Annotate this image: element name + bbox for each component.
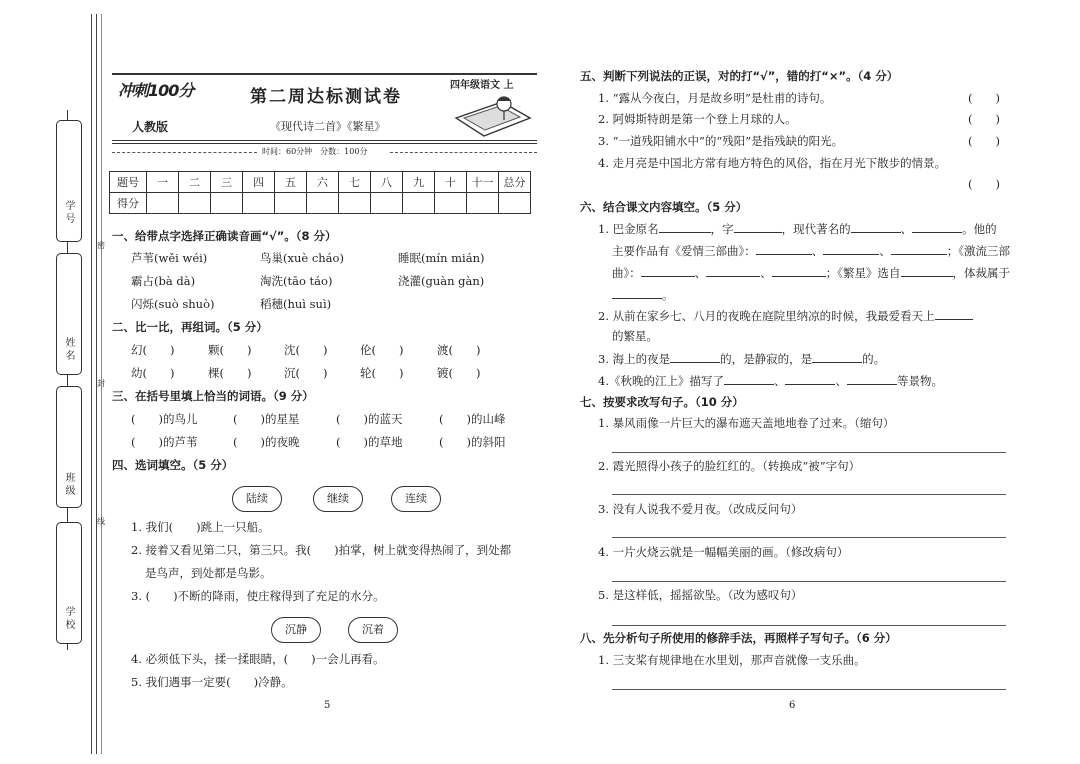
q4-sentence-5[interactable]: 5. 我们遇事一定要( )冷静。 <box>131 675 293 689</box>
q6-text: 3. 海上的夜是 <box>598 352 671 366</box>
q2-item[interactable]: 轮( ) <box>360 366 404 380</box>
q7-sentence-1: 1. 暴风雨像一片巨大的瀑布遮天盖地地卷了过来。（缩句） <box>598 416 895 430</box>
field-xuehao[interactable] <box>56 120 82 242</box>
q3-item[interactable]: ( )的鸟儿 <box>131 412 198 426</box>
word-cloud: 沉着 <box>348 617 398 643</box>
q6-text: 、 <box>835 374 847 388</box>
book-illustration-icon <box>452 92 534 146</box>
q6-sentence-4 <box>598 373 943 388</box>
score-cell-header: 二 <box>179 172 211 193</box>
q5-statement-2: 2. 阿姆斯特朗是第一个登上月球的人。 <box>598 112 797 126</box>
seal-feng: 封 <box>97 379 105 388</box>
score-cell-header: 一 <box>147 172 179 193</box>
score-cell-header: 十一 <box>467 172 499 193</box>
q6-text: 4.《秋晚的江上》描写了 <box>598 374 724 388</box>
score-input-cell[interactable] <box>243 193 275 214</box>
q6-text: 、 <box>760 266 772 280</box>
q6-blank[interactable] <box>772 265 826 277</box>
header-top-rule <box>112 73 537 75</box>
q2-item[interactable]: 沈( ) <box>284 343 328 357</box>
q3-item[interactable]: ( )的蓝天 <box>336 412 403 426</box>
header-bottom-rule-2 <box>112 143 537 144</box>
label-xuehao: 学 号 <box>63 200 74 224</box>
q6-text: 、 <box>694 266 707 280</box>
q6-text: ，现代著名的 <box>781 222 851 236</box>
q6-line-2 <box>612 243 1010 258</box>
q5-bracket-2[interactable]: ( ) <box>968 112 1000 126</box>
q1-item[interactable]: 淘洗(tāo táo) <box>260 274 333 288</box>
q4-sentence-1[interactable]: 1. 我们( )跳上一只船。 <box>131 520 270 534</box>
q6-blank[interactable] <box>847 373 897 385</box>
q6-text: 、 <box>879 244 891 258</box>
q4-sentence-3[interactable]: 3. ( )不断的降雨，使庄稼得到了充足的水分。 <box>131 589 385 603</box>
q5-bracket-1[interactable]: ( ) <box>968 91 1000 105</box>
q6-text: 。他的 <box>962 222 997 236</box>
q2-item[interactable]: 颗( ) <box>208 343 252 357</box>
q3-item[interactable]: ( )的星星 <box>233 412 300 426</box>
q1-item[interactable]: 鸟巢(xuè cháo) <box>260 251 344 265</box>
q2-item[interactable]: 沉( ) <box>284 366 328 380</box>
q8-sentence-1: 1. 三支桨有规律地在水里划，那声音就像一支乐曲。 <box>598 653 866 667</box>
score-input-cell[interactable] <box>211 193 243 214</box>
score-cell-header: 七 <box>339 172 371 193</box>
q6-text: 、 <box>811 244 824 258</box>
q2-item[interactable]: 镀( ) <box>437 366 481 380</box>
q6-text: 1. 巴金原名 <box>598 222 659 236</box>
answer-line[interactable] <box>612 689 1006 690</box>
grade-label: 四年级语文 上 <box>450 80 514 91</box>
q5-bracket-3[interactable]: ( ) <box>968 134 1000 148</box>
seal-xian: 线 <box>97 517 105 526</box>
q5-title: 五、判断下列说法的正误，对的打“√”，错的打“×”。（4 分） <box>580 69 899 83</box>
meta-rule-right <box>390 152 537 154</box>
edition-label: 人教版 <box>132 120 169 134</box>
page-number-right: 6 <box>789 700 796 711</box>
word-cloud: 连续 <box>391 486 441 512</box>
q6-blank[interactable] <box>935 308 973 320</box>
binding-line-1 <box>91 14 92 754</box>
q1-item[interactable]: 稻穗(huì suì) <box>260 297 332 311</box>
q6-sentence-2-cont: 的繁星。 <box>612 329 658 343</box>
q3-item[interactable]: ( )的草地 <box>336 435 403 449</box>
q4-sentence-2-cont: 是鸟声，到处都是鸟影。 <box>145 566 272 580</box>
q6-line-4 <box>612 287 674 302</box>
q6-text: 曲》： <box>612 266 641 280</box>
score-input-cell[interactable] <box>499 193 531 214</box>
q6-text: 的。 <box>862 352 886 366</box>
q6-blank[interactable] <box>901 265 953 277</box>
score-input-cell[interactable] <box>467 193 499 214</box>
label-banji: 班 级 <box>63 472 74 496</box>
q3-item[interactable]: ( )的山峰 <box>439 412 506 426</box>
q6-blank[interactable] <box>812 351 862 363</box>
answer-line[interactable] <box>612 581 1006 582</box>
score-input-cell[interactable] <box>275 193 307 214</box>
q6-blank[interactable] <box>612 287 662 299</box>
q6-title: 六、结合课文内容填空。（5 分） <box>580 200 748 214</box>
q6-text: ；《繁星》选自 <box>825 266 901 280</box>
q7-title: 七、按要求改写句子。（10 分） <box>580 395 744 409</box>
exam-title: 第二周达标测试卷 <box>250 87 402 107</box>
q1-item[interactable]: 浇灌(guàn gàn) <box>398 274 485 288</box>
answer-line[interactable] <box>612 625 1006 626</box>
q4-sentence-2[interactable]: 2. 接着又看见第二只，第三只。我( )拍掌，树上就变得热闹了，到处都 <box>131 543 512 557</box>
q7-sentence-3: 3. 没有人说我不爱月夜。（改成反问句） <box>598 502 803 516</box>
q3-item[interactable]: ( )的夜晚 <box>233 435 300 449</box>
score-table-header-row <box>110 172 531 193</box>
word-cloud: 沉静 <box>271 617 321 643</box>
q7-sentence-5: 5. 是这样低，摇摇欲坠。（改为感叹句） <box>598 588 803 602</box>
q6-text: 、 <box>773 374 786 388</box>
label-xingming: 姓 名 <box>63 337 74 361</box>
score-table <box>109 171 531 214</box>
q1-item[interactable]: 闪烁(suò shuò) <box>131 297 215 311</box>
q6-text: 的，是静寂的，是 <box>720 352 813 366</box>
q1-item[interactable]: 霸占(bà dà) <box>131 274 196 288</box>
q6-sentence-2 <box>598 308 973 323</box>
score-input-cell[interactable] <box>403 193 435 214</box>
score-cell-header: 总分 <box>499 172 531 193</box>
q2-item[interactable]: 幻( ) <box>131 343 175 357</box>
score-input-cell[interactable] <box>339 193 371 214</box>
q6-text: 、 <box>900 222 913 236</box>
score-input-cell[interactable] <box>435 193 467 214</box>
score-table-score-row <box>110 193 531 214</box>
q6-line-3 <box>612 265 1010 280</box>
answer-line[interactable] <box>612 537 1006 538</box>
q4-sentence-4[interactable]: 4. 必须低下头，揉一揉眼睛，( )一会儿再看。 <box>131 652 385 666</box>
seal-mi: 密 <box>97 241 105 250</box>
q5-statement-4: 4. 走月亮是中国北方常有地方特色的风俗，指在月光下散步的情景。 <box>598 156 947 170</box>
q2-item[interactable]: 幼( ) <box>131 366 175 380</box>
q6-blank[interactable] <box>659 221 711 233</box>
exam-meta: 时间：60分钟 分数：100分 <box>262 147 368 156</box>
brand-logo: 冲刺100分 <box>118 81 194 100</box>
q6-blank[interactable] <box>670 351 720 363</box>
score-cell-header: 三 <box>211 172 243 193</box>
q6-blank[interactable] <box>891 243 947 255</box>
q5-statement-1: 1. “露从今夜白，月是故乡明”是杜甫的诗句。 <box>598 91 832 105</box>
q6-blank[interactable] <box>734 221 782 233</box>
q6-line-1 <box>598 221 997 236</box>
score-cell-header: 六 <box>307 172 339 193</box>
q3-item[interactable]: ( )的芦苇 <box>131 435 198 449</box>
score-cell-header: 五 <box>275 172 307 193</box>
q6-sentence-3 <box>598 351 885 366</box>
q3-item[interactable]: ( )的斜阳 <box>439 435 506 449</box>
score-cell-header: 八 <box>371 172 403 193</box>
q6-blank[interactable] <box>823 243 879 255</box>
q8-title: 八、先分析句子所使用的修辞手法，再照样子写句子。（6 分） <box>580 631 897 645</box>
q3-title: 三、在括号里填上恰当的词语。（9 分） <box>112 389 314 403</box>
page-number-left: 5 <box>324 700 331 711</box>
q2-item[interactable]: 渡( ) <box>437 343 481 357</box>
answer-line[interactable] <box>612 494 1006 495</box>
label-xuexiao: 学 校 <box>63 606 74 630</box>
q6-blank[interactable] <box>912 221 962 233</box>
q6-blank[interactable] <box>724 373 774 385</box>
score-row-label: 得分 <box>110 193 147 214</box>
header-bottom-rule <box>112 140 537 141</box>
q5-bracket-4[interactable]: ( ) <box>968 177 1000 191</box>
score-cell-header: 十 <box>435 172 467 193</box>
q6-text: ，字 <box>710 222 734 236</box>
q7-sentence-4: 4. 一片火烧云就是一幅幅美丽的画。（修改病句） <box>598 545 849 559</box>
q6-text: 2. 从前在家乡七、八月的夜晚在庭院里纳凉的时候，我最爱看天上 <box>598 309 935 323</box>
score-input-cell[interactable] <box>147 193 179 214</box>
score-cell-header: 题号 <box>110 172 147 193</box>
score-input-cell[interactable] <box>307 193 339 214</box>
q1-item[interactable]: 芦苇(wěi wéi) <box>131 251 208 265</box>
score-cell-header: 九 <box>403 172 435 193</box>
q6-blank[interactable] <box>706 265 760 277</box>
q2-title: 二、比一比，再组词。（5 分） <box>112 320 268 334</box>
q2-item[interactable]: 棵( ) <box>208 366 252 380</box>
q6-blank[interactable] <box>641 265 695 277</box>
q6-text: ，体裁属于 <box>952 266 1010 280</box>
q1-title: 一、给带点字选择正确读音画“√”。（8 分） <box>112 229 337 243</box>
q6-text: 。 <box>662 288 674 302</box>
q5-statement-3: 3. “一道残阳铺水中”的“残阳”是指残缺的阳光。 <box>598 134 844 148</box>
q4-title: 四、选词填空。（5 分） <box>112 458 234 472</box>
q6-text: ；《激流三部 <box>946 244 1010 258</box>
q2-item[interactable]: 伦( ) <box>360 343 404 357</box>
q6-blank[interactable] <box>785 373 835 385</box>
q6-text: 主要作品有《爱情三部曲》： <box>612 244 756 258</box>
q6-text: 等景物。 <box>896 374 943 388</box>
score-input-cell[interactable] <box>179 193 211 214</box>
word-cloud: 陆续 <box>232 486 282 512</box>
q7-sentence-2: 2. 霞光照得小孩子的脸红红的。（转换成“被”字句） <box>598 459 861 473</box>
score-cell-header: 四 <box>243 172 275 193</box>
meta-rule-left <box>112 152 257 154</box>
q1-item[interactable]: 睡眠(mín mián) <box>398 251 485 265</box>
q6-blank[interactable] <box>851 221 901 233</box>
q6-blank[interactable] <box>756 243 812 255</box>
answer-line[interactable] <box>612 452 1006 453</box>
exam-subtitle: 《现代诗二首》《繁星》 <box>270 120 386 133</box>
word-cloud: 继续 <box>313 486 363 512</box>
score-input-cell[interactable] <box>371 193 403 214</box>
